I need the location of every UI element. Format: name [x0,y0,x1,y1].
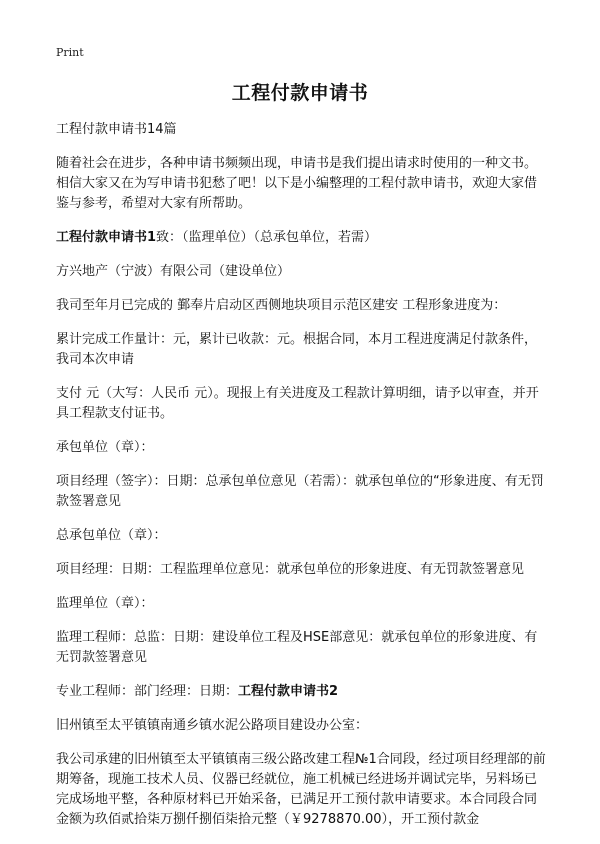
page-title: 工程付款申请书 [231,82,369,104]
paragraph-subtitle: 工程付款申请书14篇 [56,122,177,137]
paragraph-section-1-heading [56,228,548,248]
paragraph-contractor-seal: 承包单位（章）： [56,440,154,455]
paragraph-progress: 我司至年月已完成的 鄞奉片启动区西侧地块项目示范区建安 工程形象进度为： [56,298,507,313]
paragraph-supervisor-signature: 监理工程师：总监：日期：建设单位工程及HSE部意见：就承包单位的形象进度、有无罚款签署意见 [56,630,538,665]
paragraph-intro: 随着社会在进步，各种申请书频频出现，申请书是我们提出请求时使用的一种文书。相信大家又在为写申请书犯愁了吧！以下是小编整理的工程付款申请书，欢迎大家借鉴与参考，希望对大家有所帮助。 [56,156,538,211]
paragraph-company: 方兴地产（宁波）有限公司（建设单位） [56,264,291,279]
paragraph-supervision-opinion: 项目经理：日期：工程监理单位意见：就承包单位的形象进度、有无罚款签署意见 [56,562,525,577]
section-2-title: 工程付款申请书2 [238,684,339,699]
section-1-addressee: 致：（监理单位）（总承包单位，若需） [156,230,378,245]
paragraph-cumulative: 累计完成工作量计：元，累计已收款：元。根据合同，本月工程进度满足付款条件，我司本次申请 [56,332,538,367]
paragraph-pm-signature: 项目经理（签字）：日期：总承包单位意见（若需）：就承包单位的“形象进度、有无罚款签署意见 [56,474,544,509]
document-body [56,120,548,844]
paragraph-supervision-seal: 监理单位（章）： [56,596,154,611]
print-label[interactable]: Print [56,46,84,59]
section-1-title: 工程付款申请书1 [56,230,157,245]
paragraph-general-contractor-seal: 总承包单位（章）： [56,528,167,543]
paragraph-addressee-office: 旧州镇至太平镇镇南通乡镇水泥公路项目建设办公室： [56,718,369,733]
paragraph-section-2-heading [56,682,548,702]
paragraph-contract-details: 我公司承建的旧州镇至太平镇镇南三级公路改建工程№1合同段，经过项目经理部的前期筹备，现施工技术人员、仪器已经就位，施工机械已经进场并调试完毕，另料场已完成场地平整，各种原材料已开始采备，已满足开工预付款申请要求。本合同段合同金额为玖佰贰拾柒万捌仟捌佰柒拾元整（￥9278870.00），开工预付款金 [56,752,546,827]
paragraph-payment: 支付 元（大写：人民币 元）。现报上有关进度及工程款计算明细，请予以审查，并开具工程款支付证书。 [56,386,539,421]
engineer-signature-line: 专业工程师：部门经理：日期： [56,684,239,699]
